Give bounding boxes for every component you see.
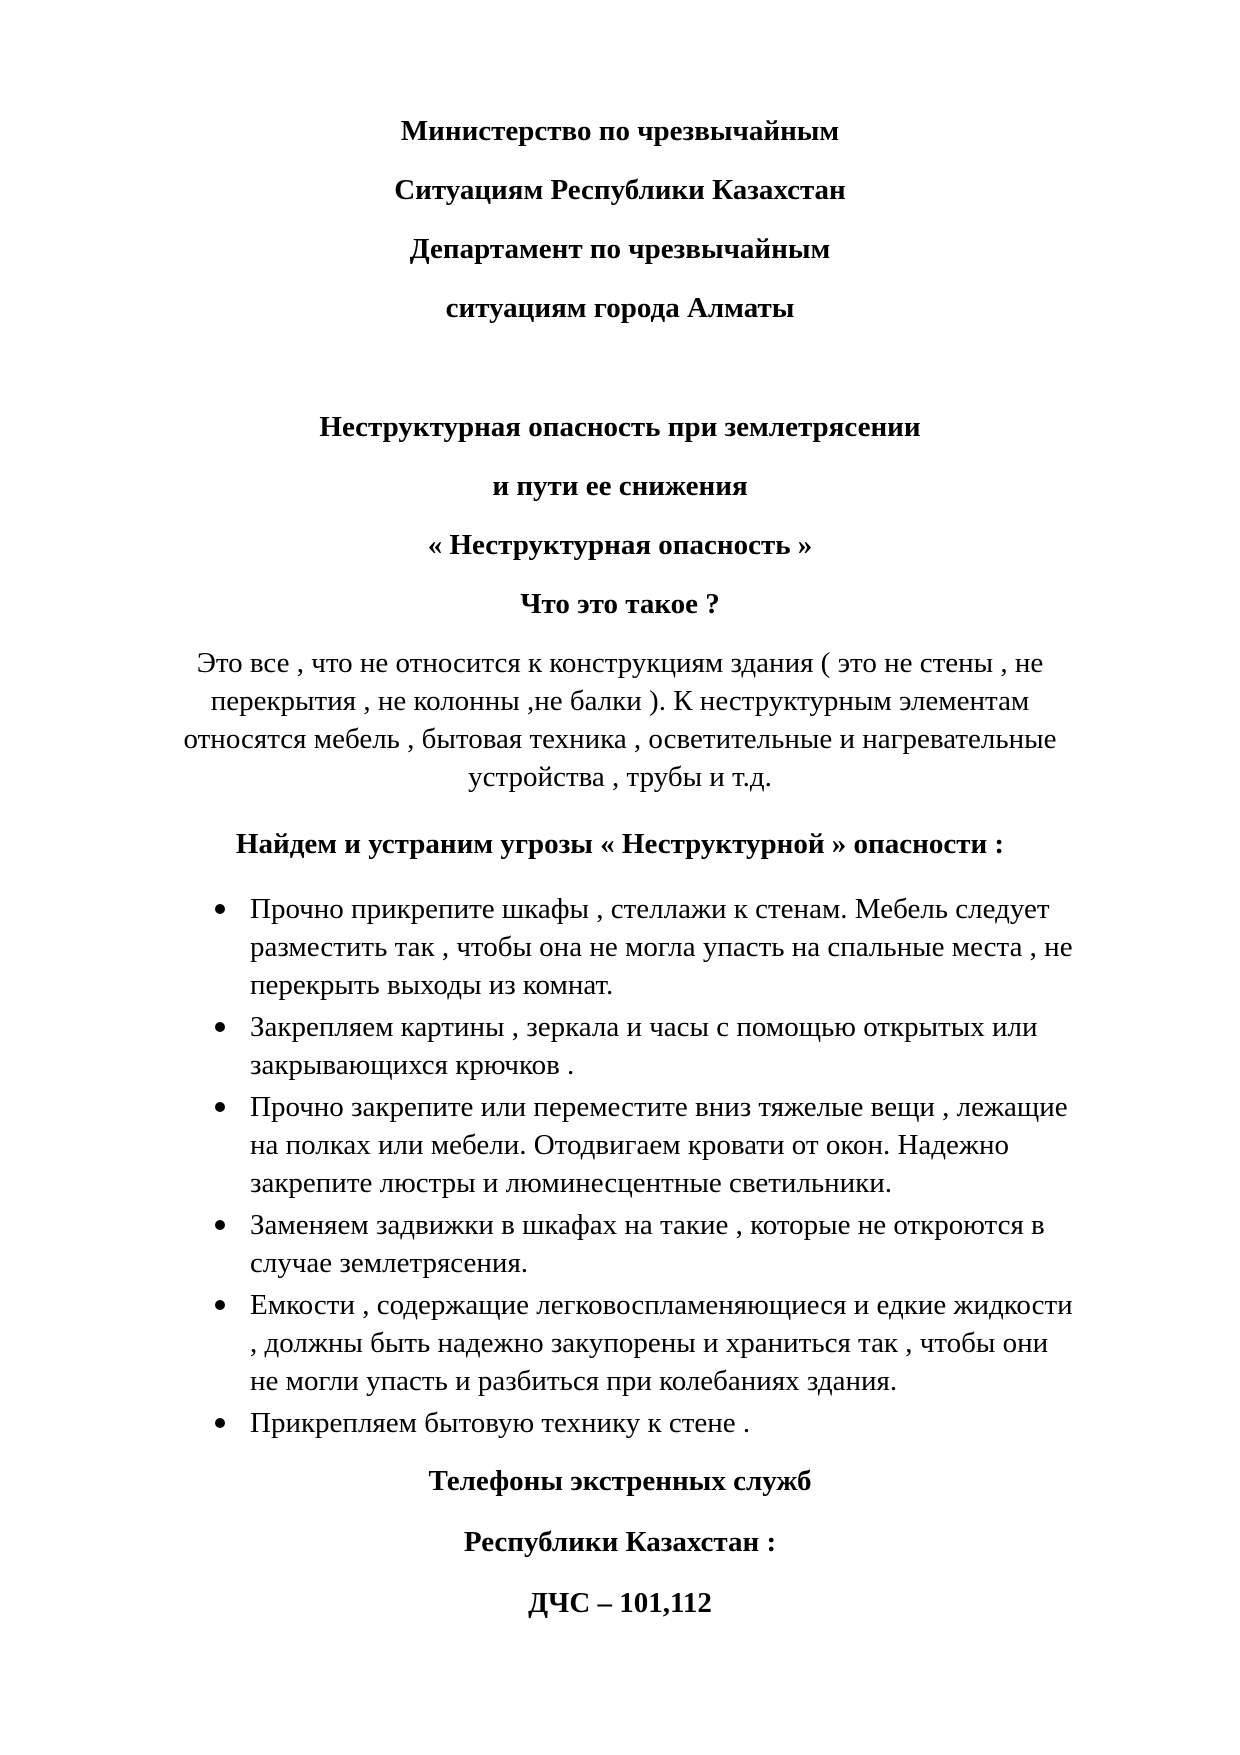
bullet-icon xyxy=(215,1220,225,1230)
bullet-item xyxy=(165,1404,1075,1442)
header-line: Министерство по чрезвычайным xyxy=(400,115,840,147)
footer-line: ДЧС – 101,112 xyxy=(528,1587,712,1619)
bullet-icon xyxy=(215,1102,225,1112)
bullet-item xyxy=(165,1088,1075,1202)
title-line: Неструктурная опасность при землетрясении xyxy=(319,411,921,443)
bullet-icon xyxy=(215,904,225,914)
bullet-item xyxy=(165,1206,1075,1282)
org-header xyxy=(165,112,1075,348)
list-heading: Найдем и устраним угрозы « Неструктурной » опасности : xyxy=(235,828,1005,860)
bullet-text: Прочно закрепите или переместите вниз тяжелые вещи , лежащие на полках или мебели. Отодвигаем кровати от окон. Надежно закрепите люстры и люминесцентные светильники. xyxy=(250,1091,1068,1199)
intro-paragraph: Это все , что не относится к конструкциям здания ( это не стены , не перекрытия , не колонны ,не балки ). К неструктурным элементам относятся мебель , бытовая техника , осветительные и нагревательные устройства , трубы и т.д. xyxy=(183,647,1057,793)
document-title xyxy=(165,408,1075,644)
header-line: Ситуациям Республики Казахстан xyxy=(394,174,846,206)
title-line: и пути ее снижения xyxy=(492,470,748,502)
emergency-phones xyxy=(165,1462,1075,1645)
header-line: Департамент по чрезвычайным xyxy=(409,233,831,265)
bullet-text: Прикрепляем бытовую технику к стене . xyxy=(250,1407,751,1439)
footer-line: Республики Казахстан : xyxy=(463,1526,777,1558)
bullet-list xyxy=(165,890,1075,1446)
bullet-icon xyxy=(215,1022,225,1032)
bullet-item xyxy=(165,1286,1075,1400)
bullet-text: Заменяем задвижки в шкафах на такие , которые не откроются в случае землетрясения. xyxy=(250,1209,1045,1279)
bullet-icon xyxy=(215,1300,225,1310)
title-line: « Неструктурная опасность » xyxy=(427,529,813,561)
bullet-text: Закрепляем картины , зеркала и часы с помощью открытых или закрывающихся крючков . xyxy=(250,1011,1038,1081)
title-line: Что это такое ? xyxy=(520,588,720,620)
bullet-item xyxy=(165,890,1075,1004)
bullet-text: Прочно прикрепите шкафы , стеллажи к стенам. Мебель следует разместить так , чтобы она не могла упасть на спальные места , не перекрыть выходы из комнат. xyxy=(250,893,1073,1001)
header-line: ситуациям города Алматы xyxy=(445,292,795,324)
footer-line: Телефоны экстренных служб xyxy=(428,1465,812,1497)
bullet-item xyxy=(165,1008,1075,1084)
bullet-icon xyxy=(215,1418,225,1428)
bullet-text: Емкости , содержащие легковоспламеняющиеся и едкие жидкости , должны быть надежно закупорены и храниться так , чтобы они не могли упасть и разбиться при колебаниях здания. xyxy=(250,1289,1073,1397)
